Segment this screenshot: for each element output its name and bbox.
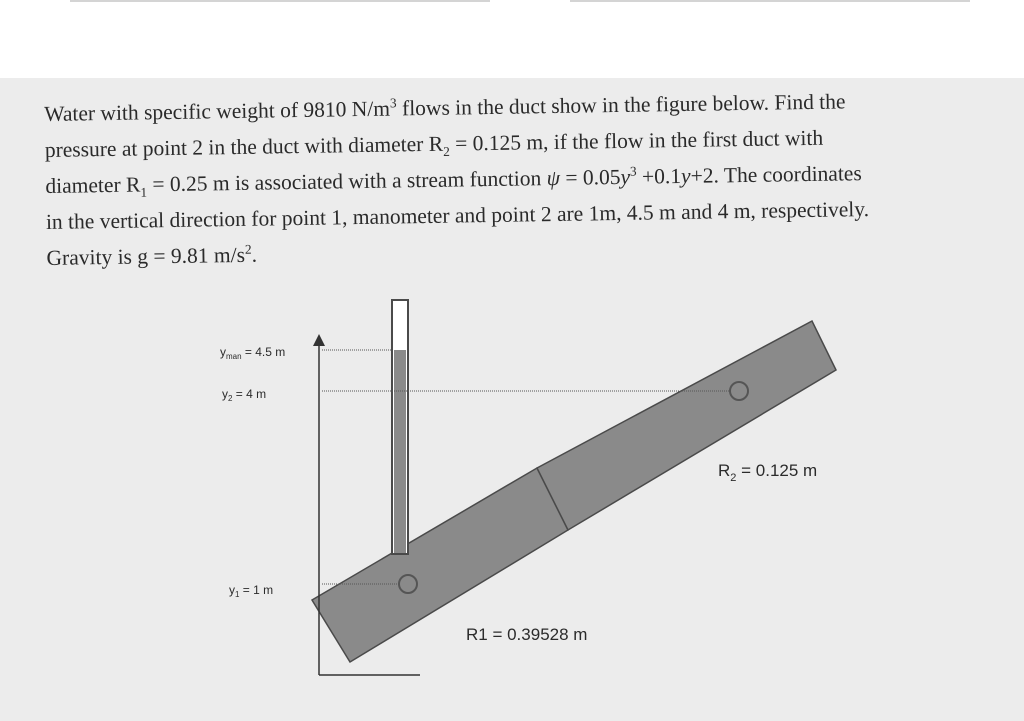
problem-line-2: pressure at point 2 in the duct with diameter $R_2 = 0.125$ m, if the flow in the first duct with bbox=[44, 125, 824, 162]
y2-label: $y_2 = 4$ m bbox=[222, 387, 267, 403]
duct-small bbox=[537, 321, 836, 530]
problem-line-4: in the vertical direction for point 1, manometer and point 2 are 1m, 4.5 m and 4 m, respectively. bbox=[45, 197, 870, 234]
problem-line-5: Gravity is g = 9.81 $m/s^2$. bbox=[46, 241, 258, 270]
point-2-marker bbox=[730, 382, 748, 400]
r1-label: R1 = 0.39528 m bbox=[466, 625, 588, 644]
manometer-fluid bbox=[394, 350, 406, 553]
problem-line-3: diameter $R_1 = 0.25$ m is associated with a stream function $\psi = 0.05y^3 +0.1y+2$. The coordinates bbox=[45, 161, 862, 200]
y-man-label: $y_{man} = 4.5$ m bbox=[220, 345, 286, 361]
y1-label: $y_1 = 1$ m bbox=[229, 583, 274, 599]
problem-line-1: Water with specific weight of 9810 $N/m^3$ flows in the duct show in the figure below. Find the bbox=[44, 89, 846, 126]
r2-label: $R_2 = 0.125$ m bbox=[718, 461, 818, 484]
point-1-marker bbox=[399, 575, 417, 593]
